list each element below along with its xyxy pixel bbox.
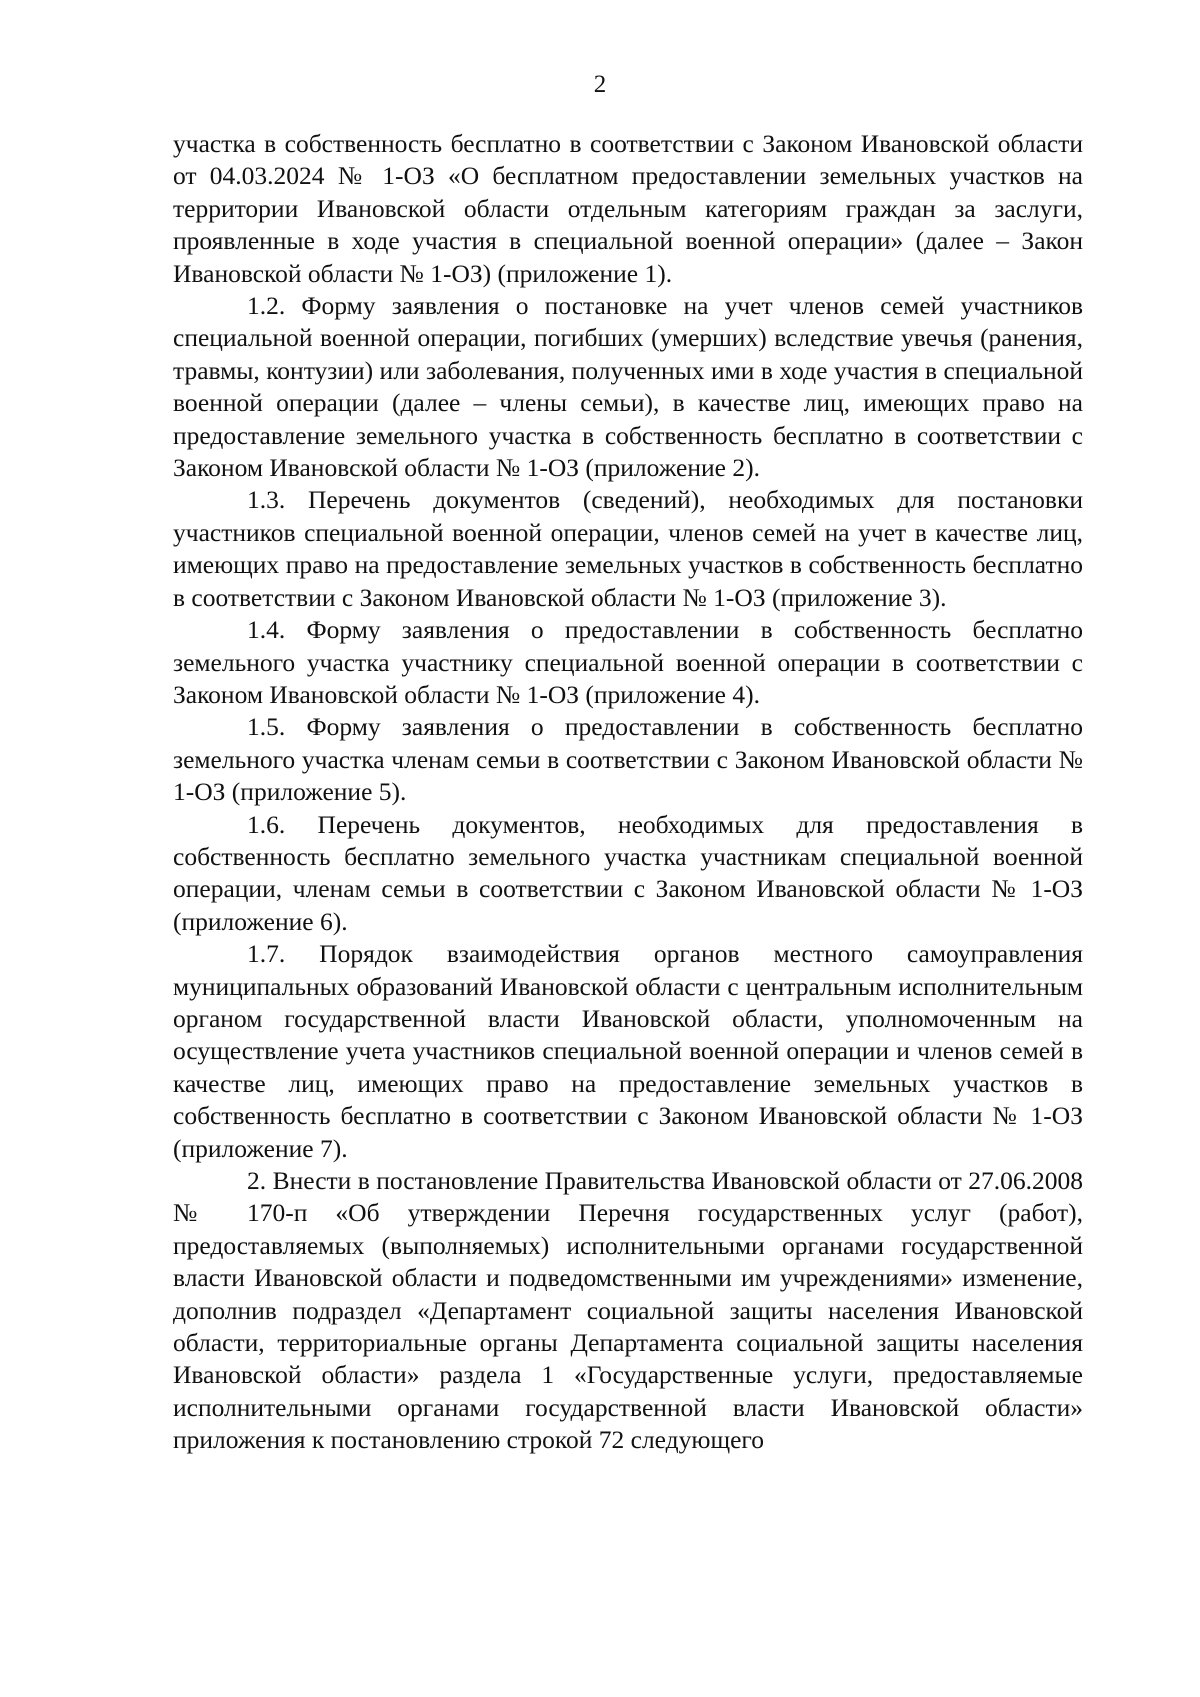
paragraph-2: 2. Внести в постановление Правительства Ивановской области от 27.06.2008 № 170-п «Об утверждении Перечня государственных услуг (работ), предоставляемых (выполняемых) исполнительными органами государственной власти Ивановской области и подведомственными им учреждениями» изменение, дополнив подраздел «Департамент социальной защиты населения Ивановской области, территориальные органы Департамента социальной защиты населения Ивановской области» раздела 1 «Государственные услуги, предоставляемые исполнительными органами государственной власти Ивановской области» приложения к постановлению строкой 72 следующего (173, 1166, 1083, 1455)
paragraph-continuation: участка в собственность бесплатно в соответствии с Законом Ивановской области от 04.03.2024 № 1-ОЗ «О бесплатном предоставлении земельных участков на территории Ивановской области отдельным категориям граждан за заслуги, проявленные в ходе участия в специальной военной операции» (далее – Закон Ивановской области № 1-ОЗ) (приложение 1). (173, 129, 1083, 288)
paragraph-1-4: 1.4. Форму заявления о предоставлении в собственность бесплатно земельного участка участнику специальной военной операции в соответствии с Законом Ивановской области № 1-ОЗ (приложение 4). (173, 615, 1083, 709)
document-body (173, 128, 1083, 1457)
paragraph-1-7: 1.7. Порядок взаимодействия органов местного самоуправления муниципальных образований Ивановской области с центральным исполнительным органом государственной власти Ивановской области, уполномоченным на осуществление учета участников специальной военной операции и членов семей в качестве лиц, имеющих право на предоставление земельных участков в собственность бесплатно в соответствии с Законом Ивановской области № 1-ОЗ (приложение 7). (173, 939, 1083, 1163)
paragraph-1-5: 1.5. Форму заявления о предоставлении в собственность бесплатно земельного участка членам семьи в соответствии с Законом Ивановской области № 1-ОЗ (приложение 5). (173, 712, 1083, 807)
page-number: 2 (593, 71, 607, 98)
paragraph-1-2: 1.2. Форму заявления о постановке на учет членов семей участников специальной военной операции, погибших (умерших) вследствие увечья (ранения, травмы, контузии) или заболевания, полученных ими в ходе участия в специальной военной операции (далее – члены семьи), в качестве лиц, имеющих право на предоставление земельного участка в собственность бесплатно в соответствии с Законом Ивановской области № 1-ОЗ (приложение 2). (173, 291, 1083, 483)
paragraph-1-6: 1.6. Перечень документов, необходимых для предоставления в собственность бесплатно земельного участка участникам специальной военной операции, членам семьи в соответствии с Законом Ивановской области № 1-ОЗ (приложение 6). (173, 809, 1083, 936)
paragraph-1-3: 1.3. Перечень документов (сведений), необходимых для постановки участников специальной военной операции, членов семей на учет в качестве лиц, имеющих право на предоставление земельных участков в собственность бесплатно в соответствии с Законом Ивановской области № 1-ОЗ (приложение 3). (173, 485, 1083, 612)
